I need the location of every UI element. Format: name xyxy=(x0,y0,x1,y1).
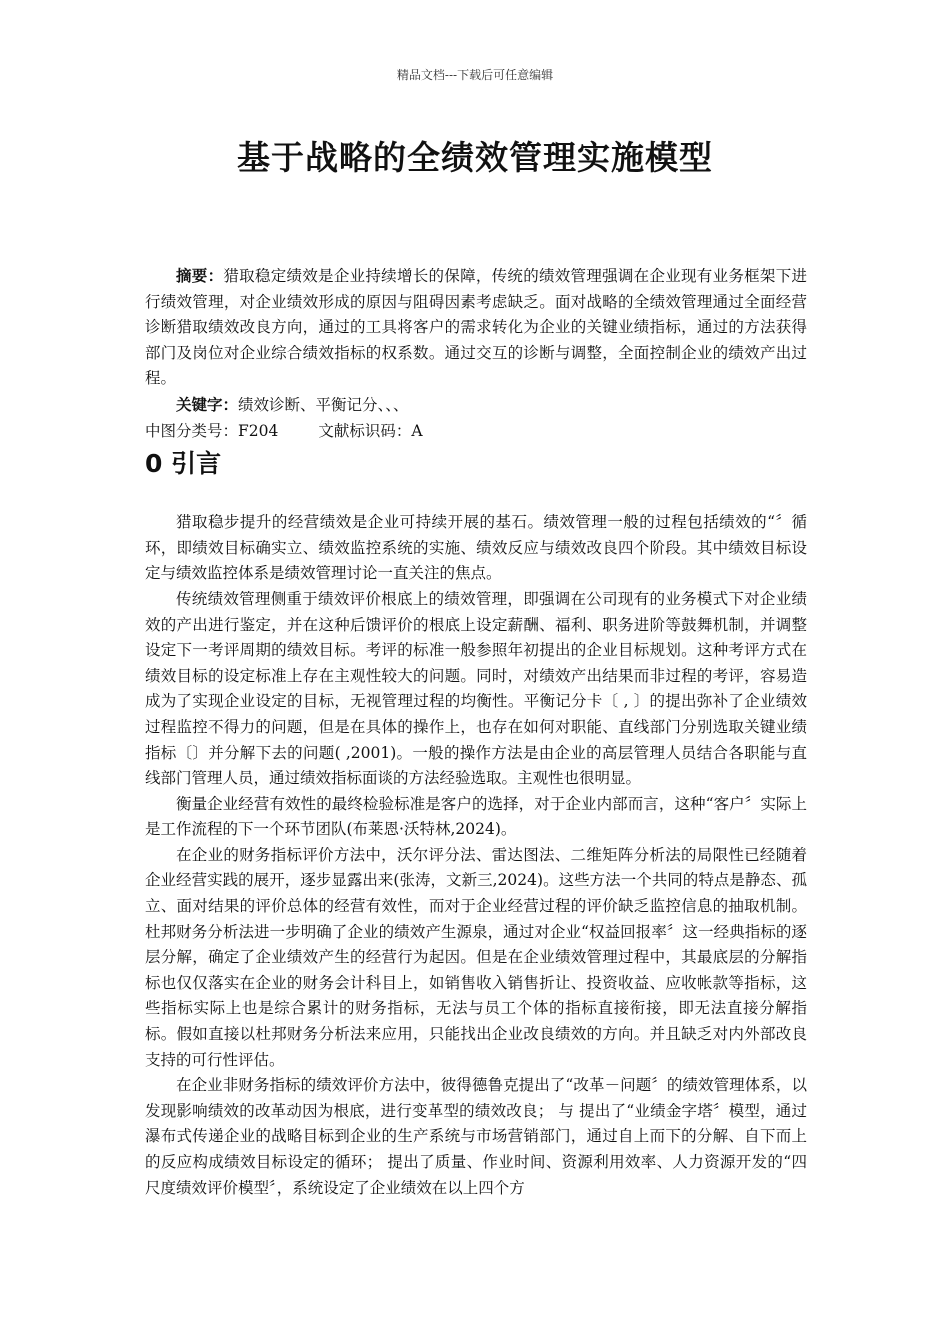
body-paragraph: 猎取稳步提升的经营绩效是企业可持续开展的基石。绩效管理一般的过程包括绩效的“〞循环，即绩效目标确实立、绩效监控系统的实施、绩效反应与绩效改良四个阶段。其中绩效目标设定与绩效监控体系是绩效管理讨论一直关注的焦点。 xyxy=(145,513,807,583)
body-paragraph: 在企业非财务指标的绩效评价方法中，彼得德鲁克提出了“改革－问题〞的绩效管理体系，以发现影响绩效的改革动因为根底，进行变革型的绩效改良； 与 提出了“业绩金字塔〞模型，通过瀑布式传递企业的战略目标到企业的生产系统与市场营销部门，通过自上而下的分解、自下而上的反应构成绩效目标设定的循环； 提出了质量、作业时间、资源利用效率、人力资源开发的“四尺度绩效评价模型〞，系统设定了企业绩效在以上四个方 xyxy=(145,1076,807,1197)
page-header: 精品文档---下载后可任意编辑 xyxy=(396,68,554,82)
document-code: 文献标识码：A xyxy=(318,421,423,440)
abstract-label: 摘要： xyxy=(176,266,224,285)
document-title: 基于战略的全绩效管理实施模型 xyxy=(237,138,713,177)
body-paragraph: 在企业的财务指标评价方法中，沃尔评分法、雷达图法、二维矩阵分析法的局限性已经随着企业经营实践的展开，逐步显露出来(张涛，文新三,2024)。这些方法一个共同的特点是静态、孤立、面对结果的评价总体的经营有效性，而对于企业经营过程的评价缺乏监控信息的抽取机制。杜邦财务分析法进一步明确了企业的绩效产生源泉，通过对企业“权益回报率〞这一经典指标的逐层分解，确定了企业绩效产生的经营行为起因。但是在企业绩效管理过程中，其最底层的分解指标也仅仅落实在企业的财务会计科目上，如销售收入销售折让、投资收益、应收帐款等指标，这些指标实际上也是综合累计的财务指标，无法与员工个体的指标直接衔接，即无法直接分解指标。假如直接以杜邦财务分析法来应用，只能找出企业改良绩效的方向。并且缺乏对内外部改良支持的可行性评估。 xyxy=(145,845,807,1069)
section-heading: 0 引言 xyxy=(145,449,222,479)
document-body xyxy=(145,263,807,1201)
classification-line xyxy=(145,419,807,445)
abstract-paragraph xyxy=(145,263,807,392)
body-paragraph: 衡量企业经营有效性的最终检验标准是客户的选择，对于企业内部而言，这种“客户〞实际上是工作流程的下一个环节团队(布莱恩·沃特林,2024)。 xyxy=(145,794,807,839)
clc-number: 中图分类号：F204 xyxy=(145,421,279,440)
body-paragraph: 传统绩效管理侧重于绩效评价根底上的绩效管理，即强调在公司现有的业务模式下对企业绩效的产出进行鉴定，并在这种后馈评价的根底上设定薪酬、福利、职务进阶等鼓舞机制，并调整设定下一考评周期的绩效目标。考评的标准一般参照年初提出的企业目标规划。这种考评方式在绩效目标的设定标准上存在主观性较大的问题。同时，对绩效产出结果而非过程的考评，容易造成为了实现企业设定的目标，无视管理过程的均衡性。平衡记分卡〔 , 〕的提出弥补了企业绩效过程监控不得力的问题，但是在具体的操作上，也存在如何对职能、直线部门分别选取关键业绩指标〔〕并分解下去的问题( ,2001)。一般的操作方法是由企业的高层管理人员结合各职能与直线部门管理人员，通过绩效指标面谈的方法经验选取。主观性也很明显。 xyxy=(145,589,807,788)
abstract-text: 猎取稳定绩效是企业持续增长的保障，传统的绩效管理强调在企业现有业务框架下进行绩效管理，对企业绩效形成的原因与阻碍因素考虑缺乏。面对战略的全绩效管理通过全面经营诊断猎取绩效改良方向，通过的工具将客户的需求转化为企业的关键业绩指标，通过的方法获得部门及岗位对企业综合绩效指标的权系数。通过交互的诊断与调整，全面控制企业的绩效产出过程。 xyxy=(145,267,807,388)
keywords-line xyxy=(145,392,807,419)
keywords-text: 绩效诊断、平衡记分、、、 xyxy=(238,395,409,414)
keywords-label: 关键字： xyxy=(176,394,239,414)
